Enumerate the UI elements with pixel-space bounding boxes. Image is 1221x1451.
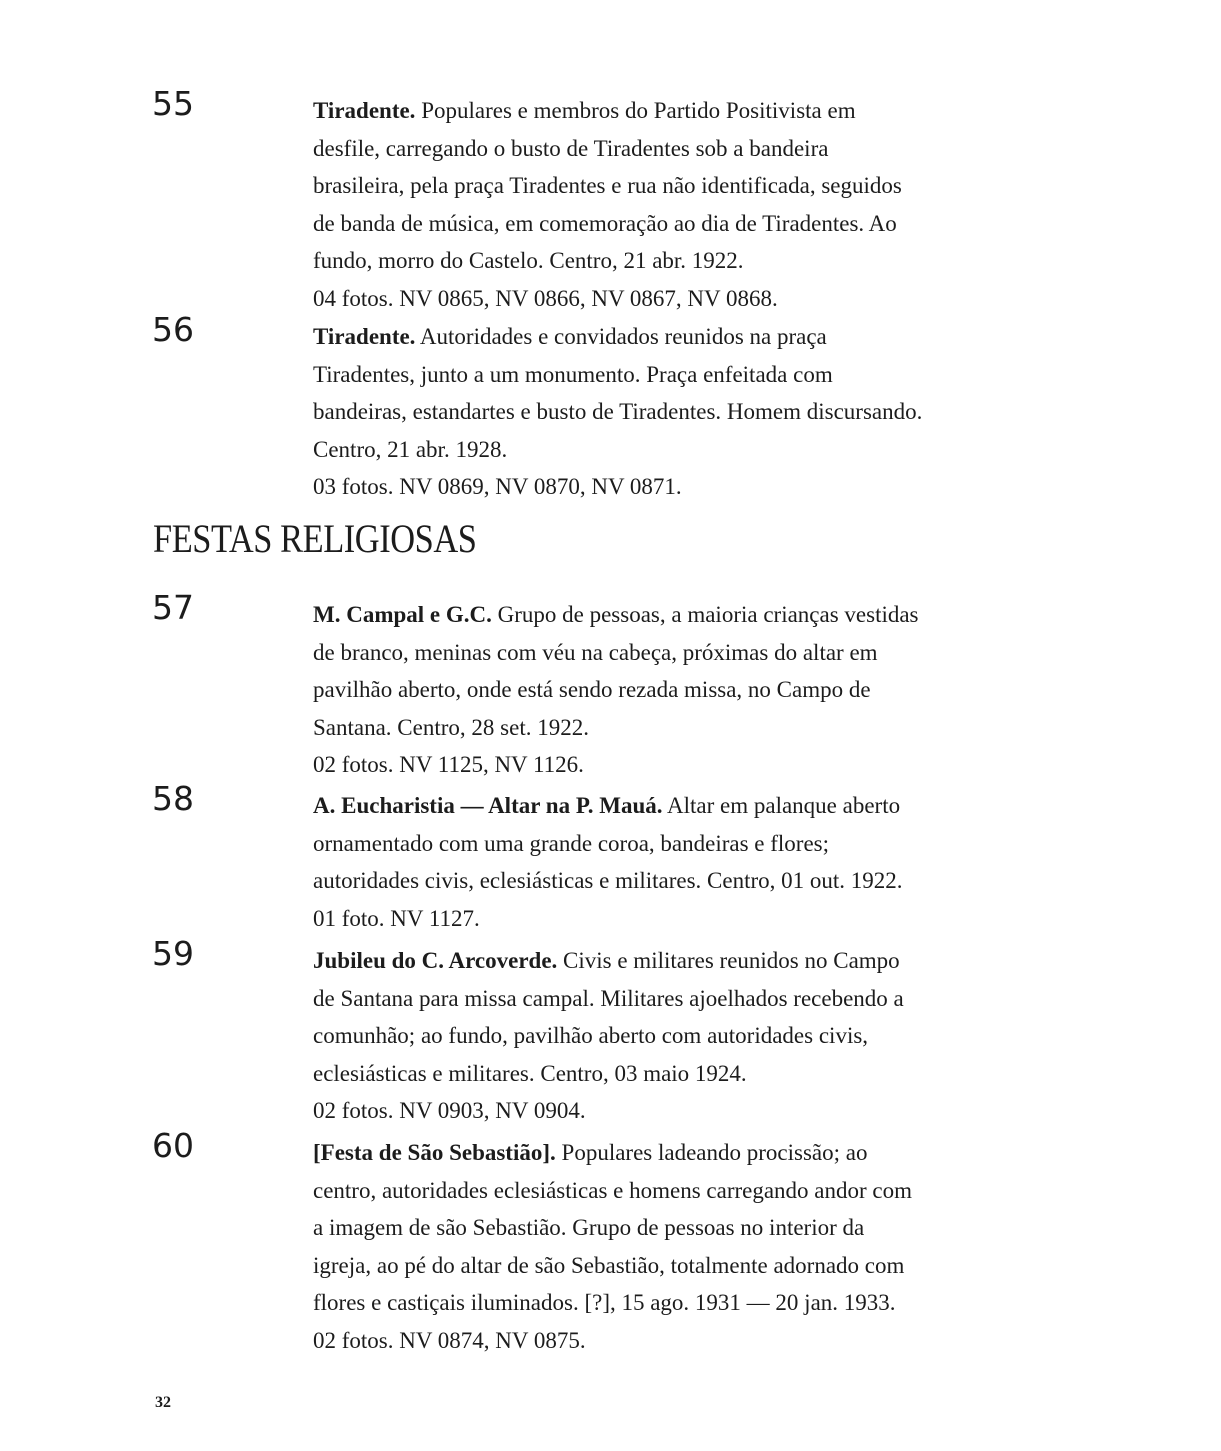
entry-title: Tiradente. [313,324,416,349]
entry-photos: 01 foto. NV 1127. [313,905,480,931]
entry-body [313,1134,923,1360]
entry-number: 57 [152,588,194,627]
entry-body [313,318,923,506]
entry-description-paragraph [313,596,923,746]
entry-photos: 02 fotos. NV 0874, NV 0875. [313,1327,586,1353]
entry-photos: 02 fotos. NV 0903, NV 0904. [313,1098,586,1124]
entry-description-paragraph [313,92,923,280]
page-number: 32 [155,1394,171,1411]
entry-title: M. Campal e G.C. [313,602,492,627]
entry-number: 60 [152,1126,194,1165]
entry-description-paragraph [313,787,923,900]
entry-description-paragraph [313,1134,923,1322]
section-heading: FESTAS RELIGIOSAS [153,516,477,561]
entry-body [313,942,923,1130]
entry-description: Autoridades e convidados reunidos na praça Tiradentes, junto a um monumento. Praça enfeitada com bandeiras, estandartes e busto de Tiradentes. Homem discursando. Centro, 21 abr. 1928. [313,324,923,462]
entry-title: Tiradente. [313,98,416,123]
entry-description: Grupo de pessoas, a maioria crianças vestidas de branco, meninas com véu na cabeça, próximas do altar em pavilhão aberto, onde está sendo rezada missa, no Campo de Santana. Centro, 28 set. 1922. [313,602,919,740]
entry-description: Altar em palanque aberto ornamentado com uma grande coroa, bandeiras e flores; autoridades civis, eclesiásticas e militares. Centro, 01 out. 1922. [313,793,903,894]
entry-number: 56 [152,310,194,349]
entry-description: Populares e membros do Partido Positivista em desfile, carregando o busto de Tiradentes sob a bandeira brasileira, pela praça Tiradentes e rua não identificada, seguidos de banda de música, em comemoração ao dia de Tiradentes. Ao fundo, morro do Castelo. Centro, 21 abr. 1922. [313,98,902,274]
entry-photos: 02 fotos. NV 1125, NV 1126. [313,752,584,778]
entry-number: 58 [152,779,194,818]
entry-description: Civis e militares reunidos no Campo de Santana para missa campal. Militares ajoelhados recebendo a comunhão; ao fundo, pavilhão aberto com autoridades civis, eclesiásticas e militares. Centro, 03 maio 1924. [313,948,904,1086]
entry-description-paragraph [313,942,923,1092]
entry-description: Populares ladeando procissão; ao centro, autoridades eclesiásticas e homens carregando andor com a imagem de são Sebastião. Grupo de pessoas no interior da igreja, ao pé do altar de são Sebastião, totalmente adornado com flores e castiçais iluminados. [?], 15 ago. 1931 — 20 jan. 1933. [313,1140,913,1316]
entry-title: A. Eucharistia — Altar na P. Mauá. [313,793,663,818]
entry-description-paragraph [313,318,923,468]
entry-body [313,787,923,937]
entry-title: Jubileu do C. Arcoverde. [313,948,558,973]
entry-photos: 04 fotos. NV 0865, NV 0866, NV 0867, NV 0868. [313,285,778,311]
entry-body [313,596,923,784]
entry-body [313,92,923,318]
entry-number: 59 [152,934,194,973]
entry-title: [Festa de São Sebastião]. [313,1140,556,1165]
entry-number: 55 [152,84,194,123]
entry-photos: 03 fotos. NV 0869, NV 0870, NV 0871. [313,474,682,500]
